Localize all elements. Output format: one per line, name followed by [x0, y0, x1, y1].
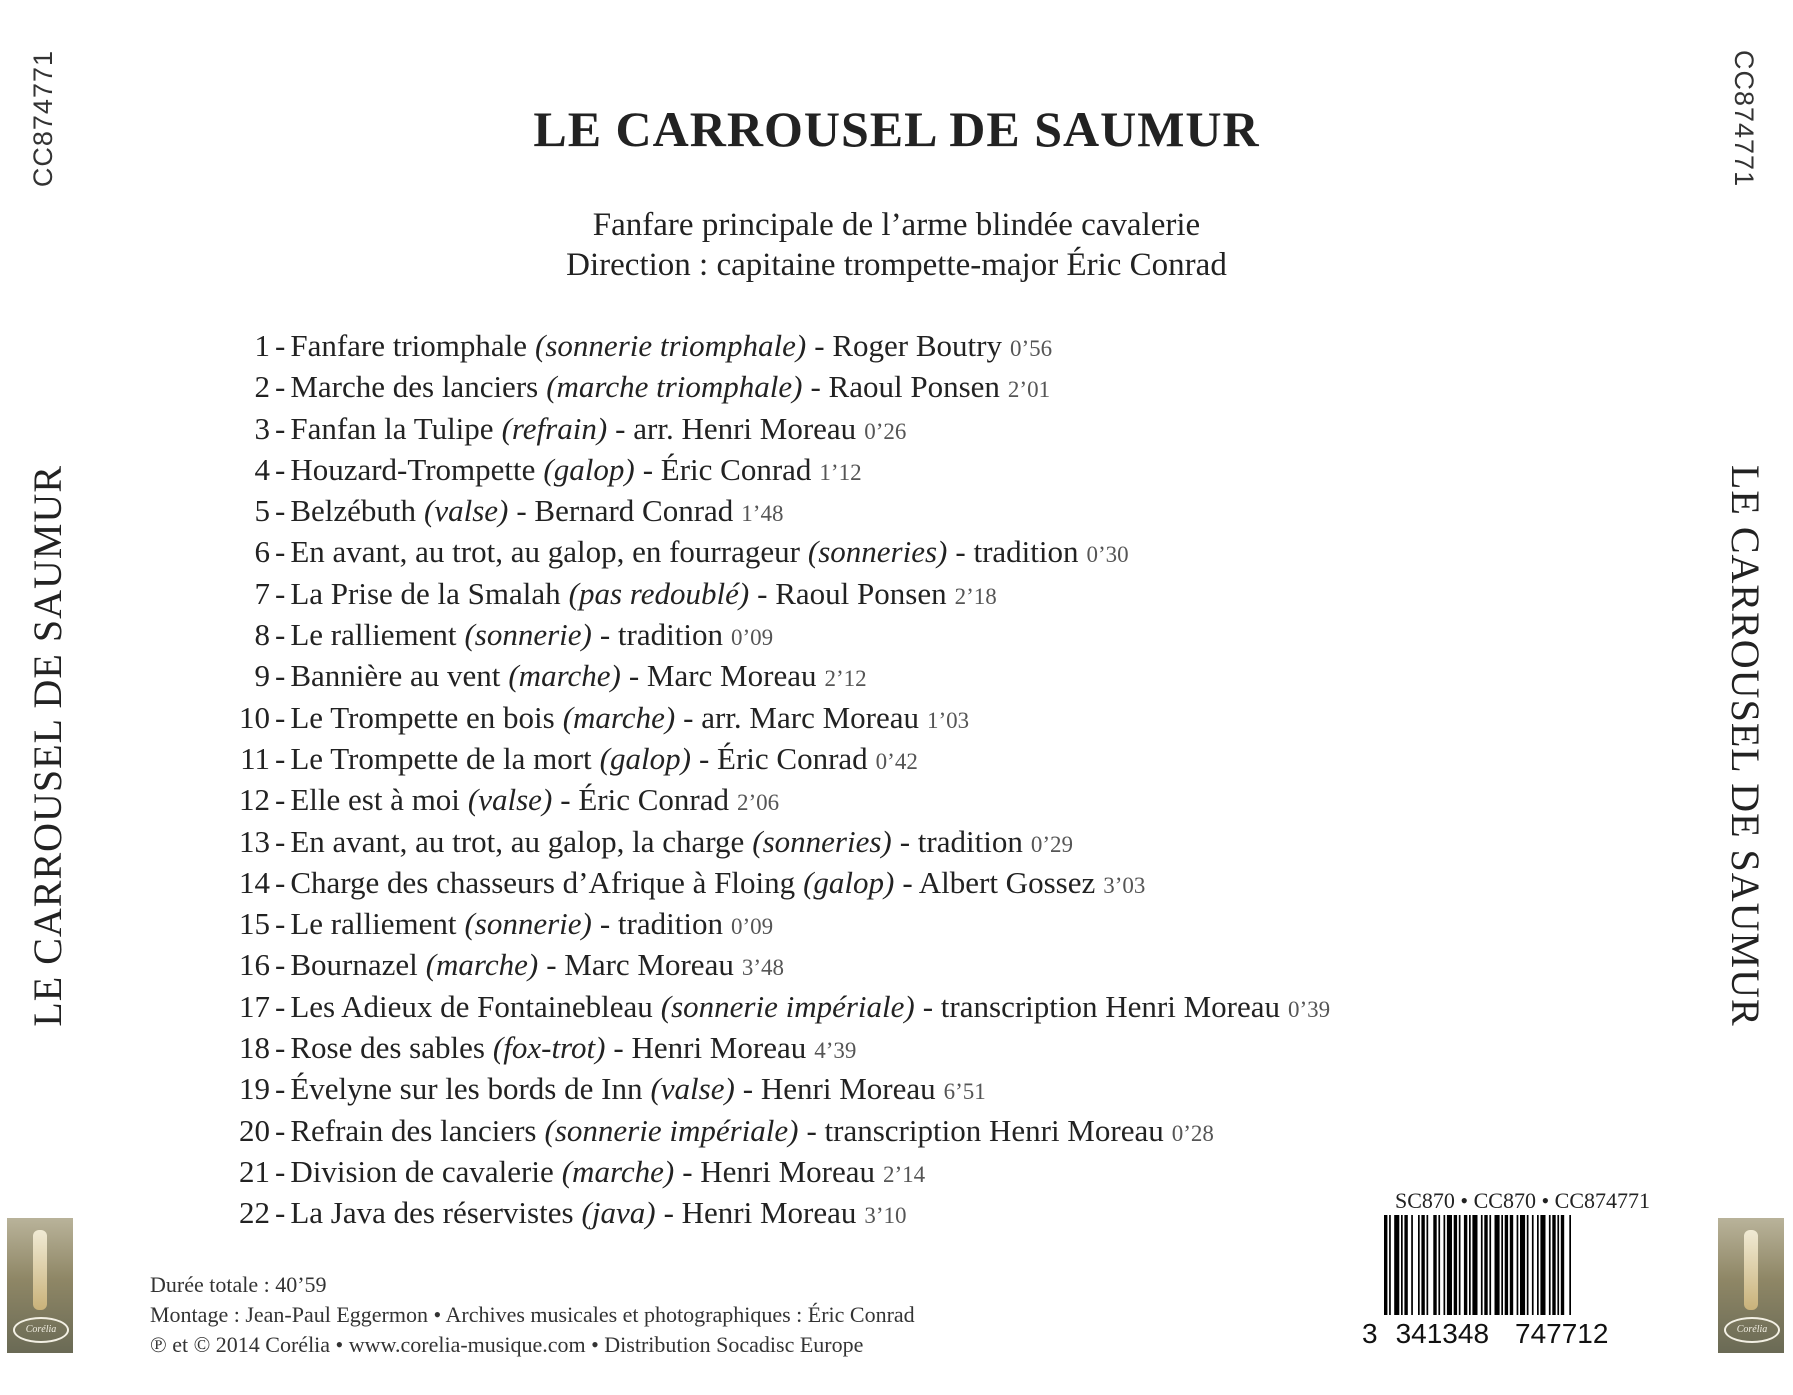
spine-title-right: LE CARROUSEL DE SAUMUR [1723, 465, 1768, 1027]
track-title: Fanfare triomphale [290, 328, 528, 363]
track-genre: (fox-trot) [492, 1030, 606, 1066]
track-title: Les Adieux de Fontainebleau [290, 988, 653, 1024]
track-row [225, 576, 1330, 617]
track-row [225, 782, 1330, 823]
corelia-logo-right [1718, 1218, 1784, 1353]
track-row [225, 617, 1330, 658]
track-row [225, 700, 1330, 741]
track-number: 9 [254, 658, 270, 694]
track-number: 22 [239, 1195, 270, 1231]
track-genre: (marche) [562, 699, 676, 735]
track-title: Le ralliement [290, 906, 457, 942]
track-number: 20 [239, 1112, 270, 1148]
track-title: Division de cavalerie [290, 1153, 554, 1189]
track-separator: - [275, 988, 286, 1024]
track-duration: 1’12 [819, 459, 862, 485]
track-row [225, 865, 1330, 906]
barcode-bar [1527, 1215, 1529, 1315]
track-number: 7 [254, 575, 270, 611]
track-number: 12 [239, 782, 270, 818]
track-row [225, 369, 1330, 410]
track-separator: - [275, 328, 286, 363]
barcode-bar [1389, 1215, 1391, 1315]
track-number: 4 [254, 451, 270, 487]
track-genre: (marche) [508, 658, 621, 694]
track-composer: - tradition [899, 823, 1023, 859]
track-title: En avant, au trot, au galop, la charge [290, 823, 745, 859]
barcode-bar [1427, 1215, 1429, 1315]
track-separator: - [275, 369, 286, 405]
track-row [225, 452, 1330, 493]
album-title: LE CARROUSEL DE SAUMUR [533, 101, 1260, 157]
barcode-bar [1401, 1215, 1403, 1315]
track-row [225, 1113, 1330, 1154]
track-separator: - [275, 451, 286, 487]
barcode-bar [1447, 1215, 1452, 1315]
barcode-digit-group: 3 [1362, 1318, 1378, 1349]
track-title: Houzard-Trompette [290, 451, 536, 487]
track-duration: 4’39 [814, 1038, 857, 1064]
barcode-bar [1495, 1215, 1500, 1315]
track-separator: - [275, 1195, 286, 1231]
ensemble-name: Fanfare principale de l’arme blindée cavalerie [592, 207, 1201, 243]
track-duration: 1’48 [741, 501, 784, 527]
track-row [225, 1071, 1330, 1112]
track-genre: (galop) [543, 451, 635, 487]
track-separator: - [275, 410, 286, 446]
track-separator: - [275, 658, 286, 694]
track-number: 1 [254, 328, 270, 363]
track-composer: - Éric Conrad [642, 451, 812, 487]
spine-catalog-code-left: CC874771 [28, 50, 58, 188]
track-row [225, 741, 1330, 782]
track-number: 18 [239, 1030, 270, 1066]
track-separator: - [275, 575, 286, 611]
track-genre: (sonneries) [752, 823, 892, 859]
track-title: Charge des chasseurs d’Afrique à Floing [290, 864, 796, 900]
track-duration: 0’26 [864, 418, 907, 444]
track-composer: - Bernard Conrad [516, 493, 734, 529]
track-separator: - [275, 740, 286, 776]
track-title: Le Trompette de la mort [290, 740, 592, 776]
barcode-bar [1537, 1215, 1539, 1315]
track-separator: - [275, 1153, 286, 1189]
track-composer: - transcription Henri Moreau [922, 988, 1280, 1024]
track-duration: 3’10 [864, 1203, 907, 1229]
barcode-bar [1557, 1215, 1559, 1315]
barcode-bar [1552, 1215, 1555, 1315]
track-duration: 2’14 [883, 1161, 926, 1187]
barcode-bar [1481, 1215, 1483, 1315]
logo-figure-graphic [1744, 1230, 1758, 1310]
copyright-line: ℗ et © 2014 Corélia • www.corelia-musique.com • Distribution Socadisc Europe [150, 1332, 864, 1357]
track-composer: - Henri Moreau [742, 1071, 936, 1107]
track-composer: - transcription Henri Moreau [806, 1112, 1164, 1148]
barcode-digit-group: 341348 [1395, 1318, 1490, 1349]
track-number: 10 [239, 699, 270, 735]
track-composer: - Marc Moreau [628, 658, 817, 694]
catalog-numbers: SC870 • CC870 • CC874771 [1394, 1188, 1650, 1213]
spine-title-left: LE CARROUSEL DE SAUMUR [25, 465, 70, 1027]
track-genre: (marche triomphale) [546, 369, 803, 405]
barcode-bar [1469, 1215, 1471, 1315]
barcode-bar [1444, 1215, 1446, 1315]
track-genre: (galop) [599, 740, 691, 776]
logo-wordmark: Corélia [13, 1317, 69, 1343]
track-row [225, 658, 1330, 699]
track-separator: - [275, 1030, 286, 1066]
barcode-digit-group: 747712 [1515, 1318, 1609, 1349]
track-separator: - [275, 493, 286, 529]
barcode-bar [1520, 1215, 1525, 1315]
track-genre: (java) [581, 1195, 656, 1231]
track-number: 19 [239, 1071, 270, 1107]
track-title: La Prise de la Smalah [290, 575, 561, 611]
track-list [225, 328, 1330, 1237]
track-duration: 0’09 [730, 625, 774, 651]
track-number: 6 [254, 534, 270, 570]
track-row [225, 947, 1330, 988]
track-title: Marche des lanciers [290, 369, 539, 405]
barcode-bar [1411, 1215, 1413, 1315]
track-duration: 2’12 [824, 666, 867, 692]
track-title: Le ralliement [290, 617, 457, 653]
track-row [225, 534, 1330, 575]
barcode-bar [1418, 1215, 1420, 1315]
track-title: La Java des réservistes [290, 1195, 574, 1231]
track-duration: 0’09 [730, 914, 774, 940]
barcode-bar [1517, 1215, 1519, 1315]
track-duration: 0’42 [875, 748, 918, 774]
barcode-bar [1454, 1215, 1457, 1315]
track-number: 21 [239, 1153, 270, 1189]
barcode-digits [1362, 1318, 1652, 1350]
montage-credits: Montage : Jean-Paul Eggermon • Archives musicales et photographiques : Éric Conrad [150, 1302, 915, 1327]
track-genre: (marche) [561, 1153, 675, 1189]
barcode-bar [1404, 1215, 1407, 1315]
barcode-bar [1394, 1215, 1399, 1315]
track-row [225, 906, 1330, 947]
track-number: 3 [254, 410, 270, 446]
barcode-bar [1421, 1215, 1424, 1315]
barcode-bar [1561, 1215, 1564, 1315]
track-number: 15 [239, 906, 270, 942]
barcode-bar [1569, 1215, 1571, 1315]
track-separator: - [275, 947, 286, 983]
track-duration: 0’29 [1030, 831, 1074, 857]
track-genre: (sonnerie impériale) [660, 988, 915, 1024]
track-row [225, 1195, 1330, 1236]
track-genre: (marche) [425, 947, 539, 983]
track-separator: - [275, 906, 286, 942]
track-composer: - Henri Moreau [613, 1030, 807, 1066]
track-composer: - Albert Gossez [902, 864, 1096, 900]
track-composer: - tradition [955, 534, 1079, 570]
track-title: Refrain des lanciers [290, 1112, 537, 1148]
barcode-bar [1459, 1215, 1461, 1315]
track-number: 13 [239, 823, 270, 859]
track-duration: 2’01 [1007, 377, 1051, 403]
track-duration: 0’30 [1086, 542, 1129, 568]
track-separator: - [275, 1112, 286, 1148]
track-composer: - tradition [599, 906, 723, 942]
track-genre: (sonnerie) [464, 617, 592, 653]
track-number: 17 [239, 988, 270, 1024]
track-composer: - Éric Conrad [560, 782, 729, 818]
track-title: En avant, au trot, au galop, en fourrageur [290, 534, 800, 570]
barcode-bar [1438, 1215, 1440, 1315]
track-row [225, 411, 1330, 452]
track-separator: - [275, 617, 286, 653]
track-duration: 1’03 [927, 707, 970, 733]
track-composer: - Raoul Ponsen [810, 369, 1000, 405]
track-number: 16 [239, 947, 270, 983]
logo-wordmark: Corélia [1724, 1317, 1780, 1343]
track-duration: 3’03 [1103, 872, 1146, 898]
track-composer: - Marc Moreau [546, 947, 734, 983]
barcode [1382, 1215, 1652, 1315]
logo-figure-graphic [33, 1230, 47, 1310]
barcode-bar [1484, 1215, 1487, 1315]
track-row [225, 1154, 1330, 1195]
barcode-bar [1501, 1215, 1503, 1315]
track-composer: - Henri Moreau [663, 1195, 857, 1231]
track-row [225, 1030, 1330, 1071]
track-separator: - [275, 782, 286, 818]
barcode-bar [1464, 1215, 1467, 1315]
track-genre: (refrain) [501, 410, 608, 446]
barcode-bar [1472, 1215, 1477, 1315]
barcode-bar [1433, 1215, 1436, 1315]
track-title: Fanfan la Tulipe [290, 410, 494, 446]
barcode-bar [1549, 1215, 1551, 1315]
track-separator: - [275, 1071, 286, 1107]
track-duration: 0’56 [1009, 336, 1053, 361]
track-title: Rose des sables [290, 1030, 485, 1066]
track-separator: - [275, 823, 286, 859]
track-number: 2 [254, 369, 270, 405]
barcode-bar [1505, 1215, 1508, 1315]
track-genre: (pas redoublé) [568, 575, 750, 611]
track-genre: (valse) [467, 782, 553, 818]
track-duration: 2’06 [736, 790, 780, 816]
track-number: 5 [254, 493, 270, 529]
corelia-logo-left [7, 1218, 73, 1353]
track-genre: (valse) [424, 493, 509, 529]
track-composer: - arr. Marc Moreau [683, 699, 919, 735]
track-duration: 0’28 [1171, 1120, 1214, 1146]
track-genre: (valse) [650, 1071, 735, 1107]
barcode-bar [1384, 1215, 1387, 1315]
track-title: Belzébuth [290, 493, 417, 529]
total-duration: Durée totale : 40’59 [150, 1272, 327, 1297]
barcode-bar [1510, 1215, 1513, 1315]
barcode-bar [1489, 1215, 1491, 1315]
track-composer: - Henri Moreau [682, 1153, 876, 1189]
track-row [225, 493, 1330, 534]
track-duration: 0’39 [1287, 996, 1331, 1022]
track-separator: - [275, 864, 286, 900]
track-title: Bournazel [290, 947, 418, 983]
track-title: Le Trompette en bois [290, 699, 555, 735]
track-genre: (galop) [803, 864, 895, 900]
track-duration: 6’51 [943, 1079, 986, 1105]
conductor-line: Direction : capitaine trompette-major Éric Conrad [566, 247, 1227, 283]
track-separator: - [275, 699, 286, 735]
barcode-bar [1540, 1215, 1545, 1315]
track-row [225, 989, 1330, 1030]
track-genre: (sonnerie) [464, 906, 592, 942]
spine-catalog-code-right: CC874771 [1729, 50, 1759, 188]
track-number: 11 [240, 740, 270, 776]
track-row [225, 824, 1330, 865]
track-title: Elle est à moi [290, 782, 460, 818]
track-composer: - tradition [599, 617, 723, 653]
track-genre: (sonnerie impériale) [544, 1112, 799, 1148]
track-separator: - [275, 534, 286, 570]
track-title: Évelyne sur les bords de Inn [290, 1071, 643, 1107]
track-genre: (sonnerie triomphale) [535, 328, 807, 363]
barcode-bar [1532, 1215, 1534, 1315]
track-composer: - Raoul Ponsen [757, 575, 947, 611]
track-composer: - Roger Boutry [814, 328, 1002, 363]
track-duration: 2’18 [954, 583, 997, 609]
track-composer: - Éric Conrad [698, 740, 868, 776]
track-row [225, 328, 1330, 369]
track-number: 8 [254, 617, 270, 653]
track-number: 14 [239, 864, 270, 900]
track-title: Bannière au vent [290, 658, 501, 694]
track-genre: (sonneries) [807, 534, 948, 570]
track-composer: - arr. Henri Moreau [615, 410, 857, 446]
track-duration: 3’48 [741, 955, 784, 981]
